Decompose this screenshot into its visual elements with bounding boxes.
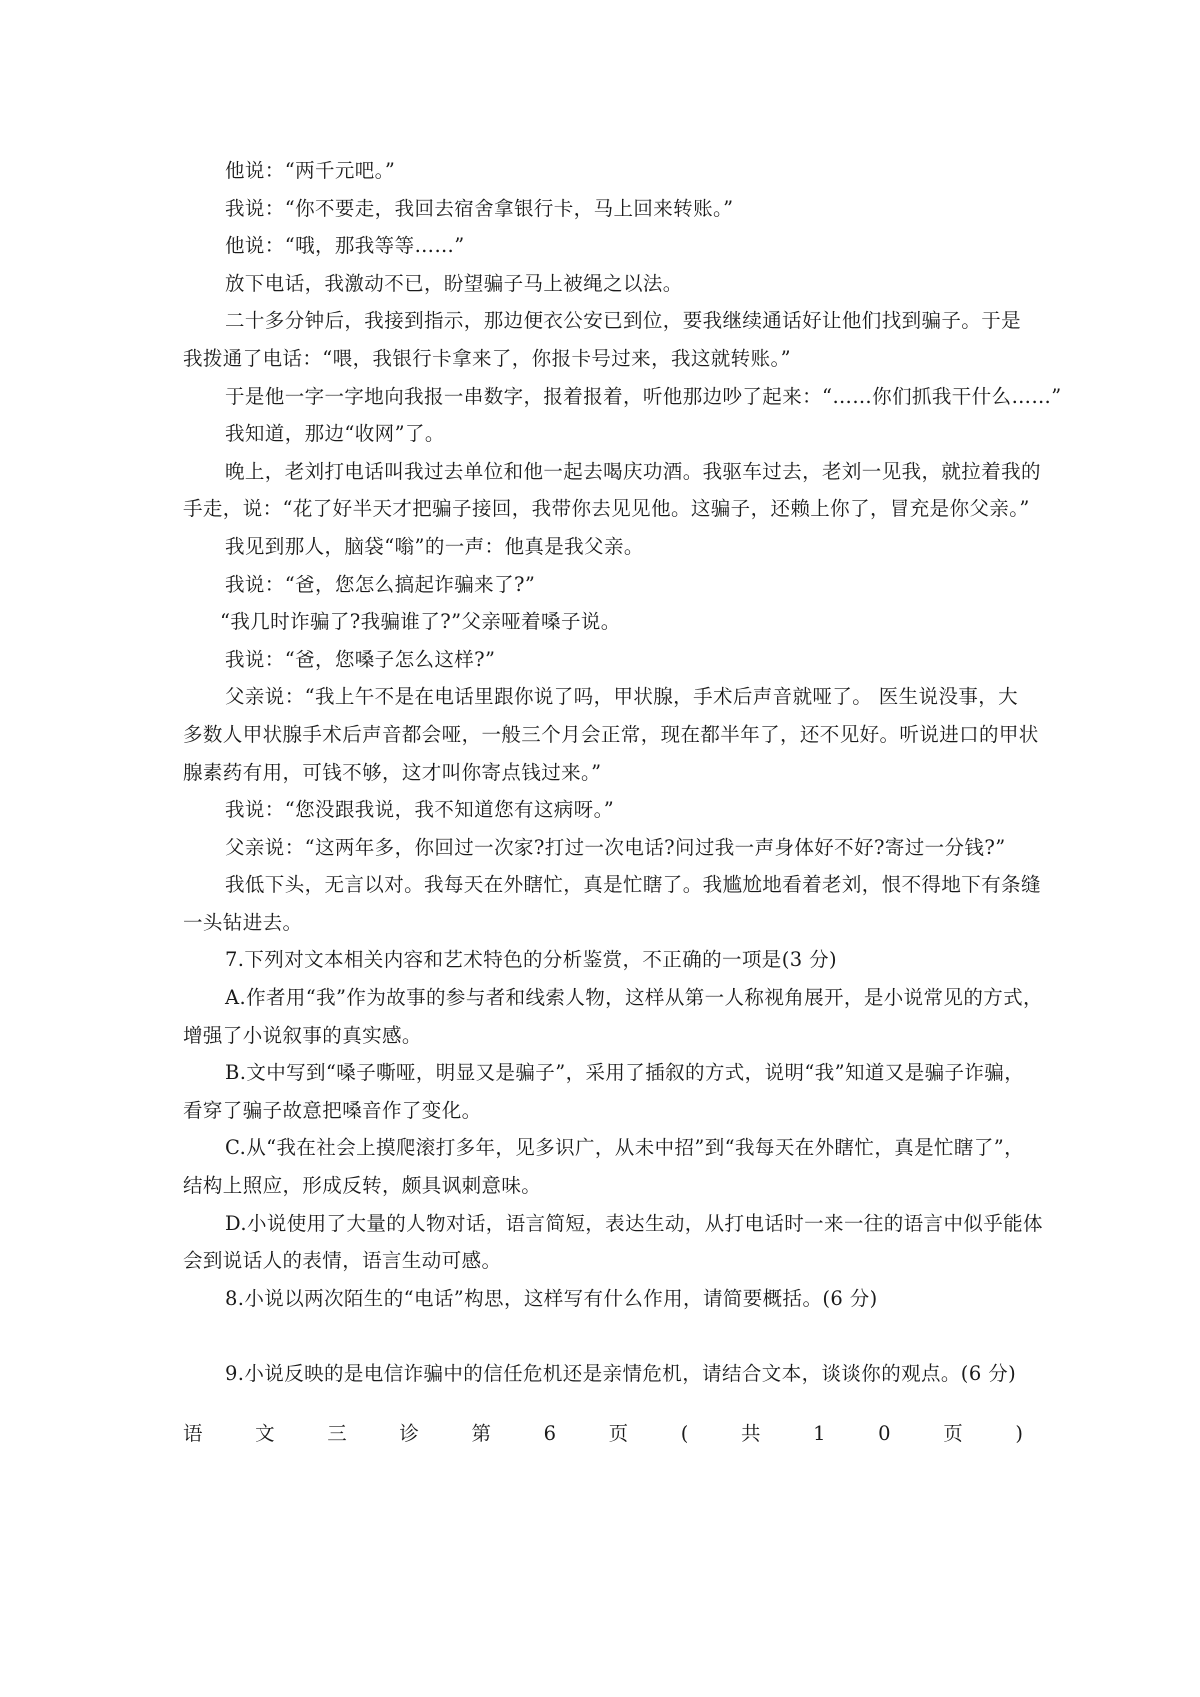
footer-char: 语 — [183, 1422, 203, 1445]
text-line: 结构上照应，形成反转，颇具讽刺意味。 — [183, 1174, 542, 1198]
text-line: C.从“我在社会上摸爬滚打多年，见多识广，从未中招”到“我每天在外瞎忙，真是忙瞎了”， — [225, 1136, 1024, 1160]
text-line: 于是他一字一字地向我报一串数字，报着报着，听他那边吵了起来：“……你们抓我干什么……” — [225, 384, 1062, 408]
text-line: 他说：“哦，那我等等……” — [225, 234, 465, 258]
document-body — [183, 152, 1062, 1393]
text-line: D.小说使用了大量的人物对话，语言简短，表达生动，从打电话时一来一往的语言中似乎能体 — [225, 1211, 1043, 1235]
text-line: 父亲说：“我上午不是在电话里跟你说了吗，甲状腺，手术后声音就哑了。 医生说没事，大 — [225, 685, 1019, 709]
text-line: 我见到那人，脑袋“嗡”的一声：他真是我父亲。 — [225, 534, 644, 558]
footer-char: 文 — [255, 1422, 275, 1445]
footer-char: 三 — [327, 1422, 347, 1445]
text-line: 父亲说：“这两年多，你回过一次家?打过一次电话?问过我一声身体好不好?寄过一分钱?” — [225, 835, 1006, 859]
footer-char: 0 — [878, 1422, 891, 1445]
text-line: 会到说话人的表情，语言生动可感。 — [183, 1249, 502, 1273]
footer-char: 1 — [813, 1422, 826, 1445]
text-line: 8.小说以两次陌生的“电话”构思，这样写有什么作用，请简要概括。(6 分) — [225, 1286, 878, 1310]
text-line: 9.小说反映的是电信诈骗中的信任危机还是亲情危机，请结合文本，谈谈你的观点。(6 分) — [225, 1362, 1017, 1385]
footer-char: 诊 — [399, 1422, 419, 1445]
text-line: 晚上，老刘打电话叫我过去单位和他一起去喝庆功酒。我驱车过去，老刘一见我，就拉着我的 — [225, 459, 1041, 483]
text-line: 我知道，那边“收网”了。 — [225, 422, 445, 446]
text-line: 腺素药有用，可钱不够，这才叫你寄点钱过来。” — [183, 760, 602, 784]
footer-char: 共 — [741, 1422, 761, 1445]
text-line: 他说：“两千元吧。” — [225, 159, 396, 182]
text-line: 我低下头，无言以对。我每天在外瞎忙，真是忙瞎了。我尴尬地看着老刘，恨不得地下有条缝 — [225, 873, 1041, 897]
text-line: 我说：“爸，您怎么搞起诈骗来了?” — [225, 572, 536, 596]
text-line: 7.下列对文本相关内容和艺术特色的分析鉴赏，不正确的一项是(3 分) — [225, 948, 838, 972]
text-line: 二十多分钟后，我接到指示，那边便衣公安已到位，要我继续通话好让他们找到骗子。于是 — [225, 309, 1022, 333]
text-line: 我说：“你不要走，我回去宿舍拿银行卡，马上回来转账。” — [225, 196, 734, 220]
text-line: 我说：“您没跟我说，我不知道您有这病呀。” — [225, 798, 615, 822]
footer-char: ( — [680, 1422, 689, 1445]
page-footer — [183, 1415, 1023, 1452]
footer-char: 页 — [608, 1422, 629, 1445]
footer-char: 6 — [543, 1422, 557, 1445]
text-line: 多数人甲状腺手术后声音都会哑，一般三个月会正常，现在都半年了，还不见好。听说进口的甲状 — [183, 722, 1039, 746]
footer-char: 页 — [943, 1422, 963, 1445]
footer-char: ) — [1015, 1422, 1023, 1445]
blank-line — [183, 1317, 1033, 1355]
text-line: 放下电话，我激动不已，盼望骗子马上被绳之以法。 — [225, 271, 683, 295]
text-line: B.文中写到“嗓子嘶哑，明显又是骗子”，采用了插叙的方式，说明“我”知道又是骗子诈骗， — [225, 1061, 1025, 1085]
text-line: 手走，说：“花了好半天才把骗子接回，我带你去见见他。这骗子，还赖上你了，冒充是你父亲。” — [183, 497, 1030, 521]
text-line: 一头钻进去。 — [183, 910, 303, 934]
text-line: 我说：“爸，您嗓子怎么这样?” — [225, 647, 496, 671]
text-line: 看穿了骗子故意把嗓音作了变化。 — [183, 1098, 482, 1122]
text-line: 增强了小说叙事的真实感。 — [183, 1023, 422, 1047]
text-line: A.作者用“我”作为故事的参与者和线索人物，这样从第一人称视角展开，是小说常见的方式， — [225, 986, 1043, 1010]
text-line: “我几时诈骗了?我骗谁了?”父亲哑着嗓子说。 — [220, 610, 621, 634]
footer-char: 第 — [471, 1422, 492, 1445]
text-line: 我拨通了电话：“喂，我银行卡拿来了，你报卡号过来，我这就转账。” — [183, 346, 791, 370]
